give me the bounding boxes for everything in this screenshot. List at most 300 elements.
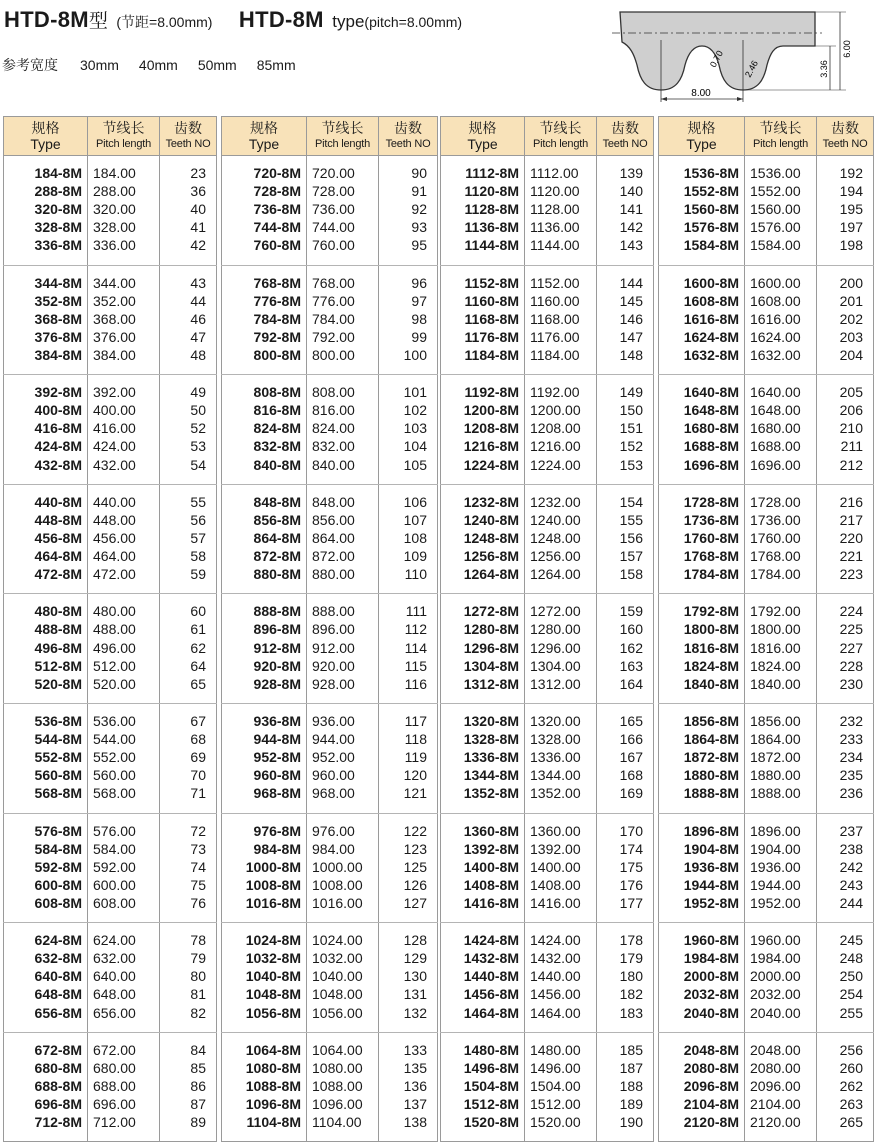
belt-type: 512-8M	[34, 657, 82, 674]
pitch-length: 1152.00	[530, 274, 580, 291]
length-header-en: Pitch length	[532, 138, 589, 150]
pitch-length: 1736.00	[750, 511, 801, 528]
pitch-length: 1496.00	[530, 1059, 581, 1076]
teeth-count: 243	[839, 876, 863, 893]
teeth-count: 100	[403, 346, 427, 363]
belt-type: 680-8M	[34, 1059, 82, 1076]
belt-type: 1696-8M	[683, 456, 739, 473]
len-cell	[745, 594, 817, 704]
teeth-count: 232	[839, 712, 863, 729]
pitch-length: 696.00	[93, 1096, 136, 1113]
type-cell	[4, 375, 88, 485]
teeth-count: 212	[839, 456, 863, 473]
pitch-length: 496.00	[93, 639, 136, 656]
pitch-length: 464.00	[93, 548, 136, 565]
pitch-length: 960.00	[312, 767, 355, 784]
table-row-group	[222, 265, 438, 375]
belt-type: 1240-8M	[463, 511, 519, 528]
teeth-count: 200	[839, 274, 863, 291]
belt-type: 544-8M	[34, 731, 82, 748]
pitch-length: 1440.00	[530, 968, 581, 985]
type-cell	[659, 265, 745, 375]
belt-type: 1048-8M	[245, 986, 301, 1003]
belt-type: 920-8M	[253, 657, 301, 674]
belt-type: 1344-8M	[463, 767, 519, 784]
belt-type: 2040-8M	[683, 1004, 739, 1021]
pitch-length: 1816.00	[750, 639, 801, 656]
pitch-length: 568.00	[93, 785, 136, 802]
pitch-length: 1536.00	[750, 165, 801, 181]
type-cell	[659, 813, 745, 923]
no-cell	[160, 375, 217, 485]
table-row-group	[222, 375, 438, 485]
no-cell	[379, 1032, 438, 1142]
table-row-group	[441, 1032, 654, 1142]
type-cell	[441, 923, 525, 1033]
pitch-length: 552.00	[93, 749, 136, 766]
pitch-length: 512.00	[93, 657, 136, 674]
pitch-length: 944.00	[312, 731, 355, 748]
type-cell	[4, 813, 88, 923]
teeth-header-cn: 齿数	[831, 120, 859, 136]
teeth-count: 206	[839, 402, 863, 419]
height-label: 6.00	[842, 40, 852, 58]
no-cell	[817, 923, 874, 1033]
teeth-count: 178	[619, 932, 643, 949]
type-cell	[4, 923, 88, 1033]
type-header-cn: 规格	[31, 120, 60, 136]
table-row-group	[441, 156, 654, 266]
belt-type: 1304-8M	[463, 657, 519, 674]
belt-type: 1520-8M	[463, 1114, 519, 1131]
teeth-count: 114	[404, 639, 427, 656]
belt-type: 776-8M	[253, 292, 301, 309]
belt-type: 1616-8M	[683, 310, 739, 327]
no-cell	[597, 484, 654, 594]
pitch-length: 1112.00	[530, 165, 579, 181]
pitch-length: 888.00	[312, 603, 355, 620]
pitch-length: 328.00	[93, 219, 136, 236]
pitch-length: 1056.00	[312, 1004, 363, 1021]
belt-type: 1888-8M	[683, 785, 739, 802]
teeth-count: 204	[839, 346, 863, 363]
pitch-length: 520.00	[93, 675, 136, 692]
teeth-count: 43	[190, 274, 206, 291]
pitch-length: 1352.00	[530, 785, 581, 802]
pitch-length: 1952.00	[750, 894, 801, 911]
belt-type: 928-8M	[253, 675, 301, 692]
teeth-count: 122	[403, 822, 427, 839]
belt-type: 1200-8M	[463, 402, 519, 419]
teeth-count: 109	[403, 548, 427, 565]
teeth-count: 228	[839, 657, 863, 674]
belt-type: 1280-8M	[463, 621, 519, 638]
pitch-length: 472.00	[93, 566, 136, 583]
belt-type: 384-8M	[34, 346, 82, 363]
no-cell	[597, 594, 654, 704]
type-cell	[222, 923, 307, 1033]
type-cell	[441, 813, 525, 923]
teeth-count: 78	[190, 932, 206, 949]
table-row-group	[4, 594, 217, 704]
belt-type: 1248-8M	[463, 529, 519, 546]
pitch-length: 1296.00	[530, 639, 581, 656]
belt-type: 1552-8M	[683, 183, 739, 200]
teeth-count: 61	[190, 621, 206, 638]
teeth-count: 225	[839, 621, 863, 638]
no-cell	[817, 1032, 874, 1142]
teeth-count: 131	[403, 986, 427, 1003]
belt-type: 1648-8M	[683, 402, 739, 419]
type-cell	[441, 703, 525, 813]
belt-type: 416-8M	[34, 420, 82, 437]
teeth-count: 244	[839, 894, 863, 911]
pitch-length: 576.00	[93, 822, 136, 839]
belt-type: 2096-8M	[683, 1077, 739, 1094]
pitch-length: 1272.00	[530, 603, 581, 620]
teeth-count: 235	[839, 767, 863, 784]
pitch-length: 400.00	[93, 402, 136, 419]
pitch-length: 544.00	[93, 731, 136, 748]
belt-type: 560-8M	[34, 767, 82, 784]
pitch-length: 1432.00	[530, 950, 581, 967]
teeth-count: 182	[619, 986, 643, 1003]
teeth-count: 190	[619, 1114, 643, 1131]
type-cell	[441, 484, 525, 594]
type-header-en: Type	[30, 136, 61, 152]
pitch-length: 384.00	[93, 346, 136, 363]
teeth-count: 73	[190, 840, 206, 857]
teeth-count: 255	[839, 1004, 863, 1021]
pitch-length: 1600.00	[750, 274, 801, 291]
type-cell	[222, 594, 307, 704]
belt-table-2	[221, 116, 438, 1142]
pitch-length: 1416.00	[530, 894, 581, 911]
pitch-length: 1800.00	[750, 621, 801, 638]
teeth-count: 143	[619, 237, 643, 254]
type-cell	[659, 594, 745, 704]
teeth-count: 42	[190, 237, 206, 254]
pitch-length: 1216.00	[530, 438, 581, 455]
belt-type: 1008-8M	[245, 876, 301, 893]
belt-type: 608-8M	[34, 894, 82, 911]
teeth-count: 121	[403, 785, 427, 802]
len-cell	[307, 703, 379, 813]
pitch-length: 1176.00	[530, 328, 580, 345]
type-cell	[4, 265, 88, 375]
belt-type: 1792-8M	[683, 603, 739, 620]
belt-type: 1360-8M	[463, 822, 519, 839]
table-row-group	[659, 923, 874, 1033]
belt-type: 1760-8M	[683, 529, 739, 546]
pitch-length: 424.00	[93, 438, 136, 455]
len-cell	[88, 156, 160, 266]
belt-type: 2080-8M	[683, 1059, 739, 1076]
type-cell	[441, 156, 525, 266]
table-row-group	[222, 594, 438, 704]
teeth-count: 260	[839, 1059, 863, 1076]
pitch-length: 320.00	[93, 201, 136, 218]
pitch-length: 920.00	[312, 657, 355, 674]
table-row-group	[4, 375, 217, 485]
teeth-count: 110	[404, 566, 427, 583]
belt-type: 1328-8M	[463, 731, 519, 748]
teeth-count: 98	[411, 310, 427, 327]
pitch-length: 688.00	[93, 1077, 136, 1094]
pitch-length: 608.00	[93, 894, 136, 911]
teeth-count: 147	[619, 328, 643, 345]
belt-type: 1080-8M	[245, 1059, 301, 1076]
belt-type: 1040-8M	[245, 968, 301, 985]
no-cell	[597, 1032, 654, 1142]
pitch-length: 1048.00	[312, 986, 363, 1003]
pitch-length: 184.00	[93, 165, 136, 181]
pitch-length: 1280.00	[530, 621, 581, 638]
belt-type: 472-8M	[34, 566, 82, 583]
type-cell	[222, 375, 307, 485]
pitch-length: 1680.00	[750, 420, 801, 437]
teeth-count: 123	[403, 840, 427, 857]
teeth-count: 140	[619, 183, 643, 200]
teeth-count: 79	[190, 950, 206, 967]
pitch-length: 736.00	[312, 201, 355, 218]
teeth-count: 56	[190, 511, 206, 528]
len-cell	[745, 265, 817, 375]
teeth-header-en: Teeth NO	[822, 138, 868, 150]
belt-type: 912-8M	[253, 639, 301, 656]
pitch-length: 1400.00	[530, 858, 581, 875]
width-value: 50mm	[197, 57, 237, 73]
pitch-length: 2096.00	[750, 1077, 801, 1094]
len-cell	[88, 923, 160, 1033]
belt-type: 1272-8M	[463, 603, 519, 620]
table-row-group	[4, 813, 217, 923]
belt-type: 1112-8M	[465, 165, 519, 181]
teeth-count: 195	[839, 201, 863, 218]
belt-type: 896-8M	[253, 621, 301, 638]
pitch-length: 1624.00	[750, 328, 801, 345]
teeth-count: 70	[190, 767, 206, 784]
pitch-length: 776.00	[312, 292, 355, 309]
len-cell	[307, 265, 379, 375]
belt-type: 720-8M	[253, 165, 301, 181]
belt-type: 1584-8M	[683, 237, 739, 254]
teeth-count: 216	[839, 493, 863, 510]
belt-type: 1208-8M	[463, 420, 519, 437]
belt-type: 832-8M	[253, 438, 301, 455]
pitch-length: 816.00	[312, 402, 355, 419]
belt-type: 1496-8M	[463, 1059, 519, 1076]
pitch-length: 864.00	[312, 529, 355, 546]
belt-type: 1192-8M	[464, 384, 519, 401]
belt-type: 184-8M	[34, 165, 82, 181]
table-row-group	[222, 703, 438, 813]
len-cell	[88, 375, 160, 485]
type-cell	[659, 375, 745, 485]
belt-type: 1064-8M	[245, 1041, 301, 1058]
teeth-count: 158	[619, 566, 643, 583]
pitch-length: 1136.00	[530, 219, 580, 236]
teeth-count: 50	[190, 402, 206, 419]
belt-type: 1216-8M	[463, 438, 519, 455]
belt-type: 344-8M	[34, 274, 82, 291]
teeth-count: 135	[403, 1059, 427, 1076]
length-header-cn: 节线长	[539, 120, 582, 136]
teeth-count: 169	[619, 785, 643, 802]
belt-type: 632-8M	[34, 950, 82, 967]
teeth-count: 202	[839, 310, 863, 327]
pitch-length: 1424.00	[530, 932, 581, 949]
teeth-count: 162	[619, 639, 643, 656]
teeth-count: 132	[403, 1004, 427, 1021]
belt-type: 1184-8M	[464, 346, 519, 363]
type-cell	[222, 484, 307, 594]
teeth-count: 71	[190, 785, 206, 802]
type-cell	[222, 813, 307, 923]
belt-type: 1144-8M	[464, 237, 519, 254]
belt-type: 888-8M	[253, 603, 301, 620]
teeth-count: 183	[619, 1004, 643, 1021]
teeth-header-cn: 齿数	[611, 120, 639, 136]
no-cell	[817, 594, 874, 704]
pitch-length: 984.00	[312, 840, 355, 857]
teeth-count: 145	[619, 292, 643, 309]
belt-type: 1024-8M	[245, 932, 301, 949]
pitch-length: 2080.00	[750, 1059, 801, 1076]
pitch-length: 560.00	[93, 767, 136, 784]
teeth-count: 58	[190, 548, 206, 565]
teeth-count: 153	[619, 456, 643, 473]
len-cell	[745, 703, 817, 813]
pitch-length: 1608.00	[750, 292, 801, 309]
table-row-group	[659, 813, 874, 923]
pitch-length: 1328.00	[530, 731, 581, 748]
teeth-count: 115	[404, 657, 427, 674]
pitch-length: 1408.00	[530, 876, 581, 893]
teeth-count: 125	[403, 858, 427, 875]
widths-label: 参考宽度	[2, 57, 58, 73]
belt-type: 1416-8M	[463, 894, 519, 911]
pitch-length: 368.00	[93, 310, 136, 327]
teeth-count: 146	[619, 310, 643, 327]
pitch-length: 1304.00	[530, 657, 581, 674]
teeth-count: 150	[619, 402, 643, 419]
teeth-count: 141	[619, 201, 643, 218]
teeth-count: 85	[190, 1059, 206, 1076]
len-cell	[745, 1032, 817, 1142]
belt-type: 1896-8M	[683, 822, 739, 839]
belt-type: 840-8M	[253, 456, 301, 473]
pitch-length: 1728.00	[750, 493, 801, 510]
arrow-head	[661, 97, 667, 101]
teeth-count: 87	[190, 1096, 206, 1113]
teeth-count: 245	[839, 932, 863, 949]
belt-type: 640-8M	[34, 968, 82, 985]
pitch-length: 912.00	[312, 639, 355, 656]
belt-type: 1800-8M	[683, 621, 739, 638]
belt-type: 1104-8M	[246, 1114, 301, 1131]
belt-type: 1560-8M	[683, 201, 739, 218]
pitch-length: 1160.00	[530, 292, 580, 309]
belt-type: 1872-8M	[683, 749, 739, 766]
pitch-length: 848.00	[312, 493, 355, 510]
belt-type: 1576-8M	[683, 219, 739, 236]
teeth-count: 179	[619, 950, 643, 967]
belt-type: 480-8M	[34, 603, 82, 620]
teeth-count: 180	[619, 968, 643, 985]
teeth-count: 127	[403, 894, 427, 911]
pitch-length: 352.00	[93, 292, 136, 309]
no-cell	[597, 265, 654, 375]
type-cell	[4, 484, 88, 594]
belt-type: 1504-8M	[463, 1077, 519, 1094]
pitch-length: 680.00	[93, 1059, 136, 1076]
teeth-count: 137	[403, 1096, 427, 1113]
teeth-count: 54	[190, 456, 206, 473]
type-cell	[222, 265, 307, 375]
length-header-cn: 节线长	[102, 120, 145, 136]
belt-type: 712-8M	[34, 1114, 82, 1131]
length-header-cn: 节线长	[321, 120, 364, 136]
teeth-header	[379, 117, 438, 156]
table-row-group	[4, 923, 217, 1033]
belt-type: 728-8M	[253, 183, 301, 200]
teeth-count: 250	[839, 968, 863, 985]
belt-type: 768-8M	[253, 274, 301, 291]
no-cell	[379, 703, 438, 813]
table-row-group	[441, 594, 654, 704]
teeth-count: 237	[839, 822, 863, 839]
no-cell	[160, 265, 217, 375]
pitch-length: 1104.00	[312, 1114, 362, 1131]
length-header-cn: 节线长	[759, 120, 802, 136]
belt-type: 1000-8M	[245, 858, 301, 875]
pitch-length: 728.00	[312, 183, 355, 200]
belt-type: 984-8M	[253, 840, 301, 857]
no-cell	[160, 813, 217, 923]
table-row-group	[441, 375, 654, 485]
teeth-count: 148	[619, 346, 643, 363]
pitch-length: 1192.00	[530, 384, 580, 401]
pitch-length: 1576.00	[750, 219, 801, 236]
len-cell	[525, 156, 597, 266]
pitch-length: 1688.00	[750, 438, 801, 455]
teeth-count: 165	[619, 712, 643, 729]
teeth-count: 101	[403, 384, 427, 401]
belt-type: 584-8M	[34, 840, 82, 857]
pitch-length: 432.00	[93, 456, 136, 473]
teeth-count: 103	[403, 420, 427, 437]
teeth-count: 198	[839, 237, 863, 254]
belt-type: 1632-8M	[683, 346, 739, 363]
pitch-length: 1456.00	[530, 986, 581, 1003]
belt-type: 1688-8M	[683, 438, 739, 455]
len-cell	[307, 813, 379, 923]
teeth-count: 59	[190, 566, 206, 583]
pitch-length: 1768.00	[750, 548, 801, 565]
pitch-length: 1888.00	[750, 785, 801, 802]
belt-type: 688-8M	[34, 1077, 82, 1094]
pitch-length: 1040.00	[312, 968, 363, 985]
pitch-length: 1032.00	[312, 950, 363, 967]
teeth-count: 236	[839, 785, 863, 802]
len-cell	[525, 923, 597, 1033]
belt-type: 656-8M	[34, 1004, 82, 1021]
teeth-count: 136	[403, 1077, 427, 1094]
teeth-count: 163	[619, 657, 643, 674]
belt-type: 488-8M	[34, 621, 82, 638]
belt-type: 400-8M	[34, 402, 82, 419]
